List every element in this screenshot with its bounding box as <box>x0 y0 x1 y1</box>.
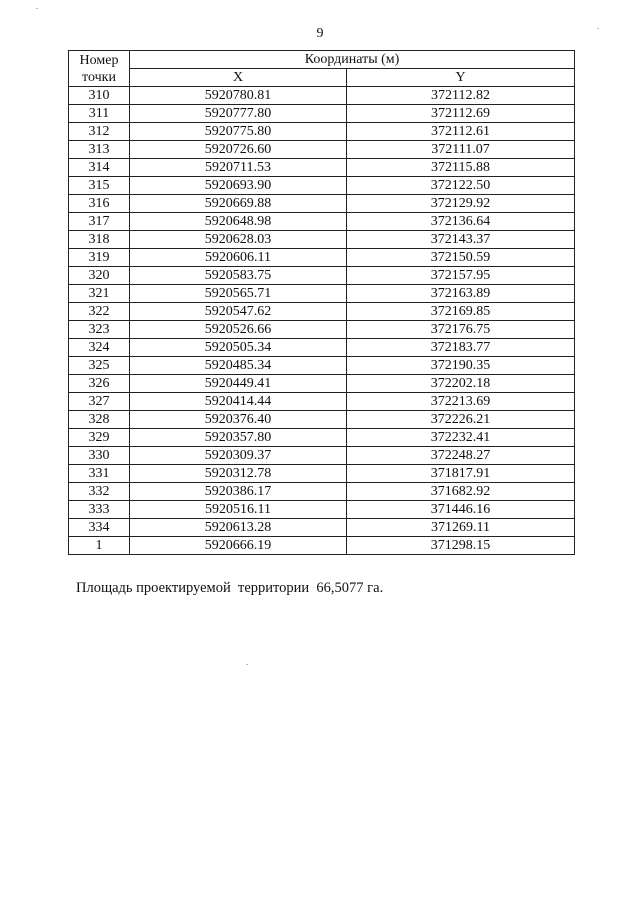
point-number-cell: 333 <box>69 501 130 519</box>
y-coordinate-cell: 372176.75 <box>347 321 575 339</box>
point-number-cell: 1 <box>69 537 130 555</box>
scan-speck <box>246 664 248 665</box>
y-coordinate-cell: 372169.85 <box>347 303 575 321</box>
x-coordinate-cell: 5920526.66 <box>130 321 347 339</box>
table-row <box>69 105 575 123</box>
table-row <box>69 537 575 555</box>
point-number-cell: 310 <box>69 87 130 105</box>
table-subheader-row <box>69 69 575 87</box>
x-coordinate-cell: 5920449.41 <box>130 375 347 393</box>
y-coordinate-cell: 372122.50 <box>347 177 575 195</box>
point-number-header <box>69 51 130 87</box>
x-coordinate-cell: 5920312.78 <box>130 465 347 483</box>
table-row <box>69 231 575 249</box>
y-coordinate-cell: 372213.69 <box>347 393 575 411</box>
point-number-cell: 318 <box>69 231 130 249</box>
x-coordinate-cell: 5920666.19 <box>130 537 347 555</box>
y-coordinate-cell: 372112.82 <box>347 87 575 105</box>
x-coordinate-cell: 5920775.80 <box>130 123 347 141</box>
table-row <box>69 141 575 159</box>
y-coordinate-cell: 372183.77 <box>347 339 575 357</box>
y-column-header: Y <box>347 69 575 87</box>
table-row <box>69 285 575 303</box>
x-coordinate-cell: 5920485.34 <box>130 357 347 375</box>
y-coordinate-cell: 372129.92 <box>347 195 575 213</box>
x-coordinate-cell: 5920357.80 <box>130 429 347 447</box>
table-row <box>69 267 575 285</box>
point-number-cell: 320 <box>69 267 130 285</box>
table-row <box>69 519 575 537</box>
point-number-cell: 314 <box>69 159 130 177</box>
y-coordinate-cell: 372111.07 <box>347 141 575 159</box>
table-row <box>69 303 575 321</box>
x-coordinate-cell: 5920414.44 <box>130 393 347 411</box>
scan-speck <box>597 28 599 29</box>
point-number-cell: 323 <box>69 321 130 339</box>
point-number-cell: 324 <box>69 339 130 357</box>
x-coordinate-cell: 5920583.75 <box>130 267 347 285</box>
table-row <box>69 249 575 267</box>
x-coordinate-cell: 5920376.40 <box>130 411 347 429</box>
x-coordinate-cell: 5920693.90 <box>130 177 347 195</box>
point-number-cell: 332 <box>69 483 130 501</box>
table-row <box>69 195 575 213</box>
point-number-cell: 327 <box>69 393 130 411</box>
y-coordinate-cell: 372190.35 <box>347 357 575 375</box>
table-header-row <box>69 51 575 69</box>
table-row <box>69 375 575 393</box>
y-coordinate-cell: 372163.89 <box>347 285 575 303</box>
table-body <box>69 87 575 555</box>
point-number-cell: 317 <box>69 213 130 231</box>
point-number-cell: 313 <box>69 141 130 159</box>
table-row <box>69 483 575 501</box>
y-coordinate-cell: 371817.91 <box>347 465 575 483</box>
point-number-cell: 328 <box>69 411 130 429</box>
table-row <box>69 465 575 483</box>
point-number-cell: 330 <box>69 447 130 465</box>
y-coordinate-cell: 371269.11 <box>347 519 575 537</box>
y-coordinate-cell: 372115.88 <box>347 159 575 177</box>
point-number-cell: 329 <box>69 429 130 447</box>
area-note: Площадь проектируемой территории 66,5077 га. <box>76 580 384 596</box>
point-number-cell: 319 <box>69 249 130 267</box>
point-number-header-line1: Номер <box>79 52 119 68</box>
point-number-cell: 331 <box>69 465 130 483</box>
table-row <box>69 177 575 195</box>
y-coordinate-cell: 372226.21 <box>347 411 575 429</box>
y-coordinate-cell: 372202.18 <box>347 375 575 393</box>
table-row <box>69 357 575 375</box>
table-row <box>69 87 575 105</box>
point-number-cell: 325 <box>69 357 130 375</box>
point-number-cell: 316 <box>69 195 130 213</box>
x-coordinate-cell: 5920711.53 <box>130 159 347 177</box>
point-number-cell: 326 <box>69 375 130 393</box>
table-row <box>69 123 575 141</box>
coordinates-table <box>68 50 575 555</box>
y-coordinate-cell: 372136.64 <box>347 213 575 231</box>
scan-speck <box>36 8 38 9</box>
point-number-cell: 334 <box>69 519 130 537</box>
point-number-cell: 311 <box>69 105 130 123</box>
y-coordinate-cell: 372248.27 <box>347 447 575 465</box>
table-row <box>69 411 575 429</box>
x-coordinate-cell: 5920505.34 <box>130 339 347 357</box>
y-coordinate-cell: 372150.59 <box>347 249 575 267</box>
y-coordinate-cell: 371298.15 <box>347 537 575 555</box>
x-coordinate-cell: 5920386.17 <box>130 483 347 501</box>
table-row <box>69 339 575 357</box>
y-coordinate-cell: 372157.95 <box>347 267 575 285</box>
point-number-cell: 315 <box>69 177 130 195</box>
table-row <box>69 159 575 177</box>
x-coordinate-cell: 5920606.11 <box>130 249 347 267</box>
point-number-header-line2: точки <box>82 69 116 85</box>
x-coordinate-cell: 5920726.60 <box>130 141 347 159</box>
point-number-cell: 312 <box>69 123 130 141</box>
x-coordinate-cell: 5920516.11 <box>130 501 347 519</box>
table-row <box>69 501 575 519</box>
x-coordinate-cell: 5920309.37 <box>130 447 347 465</box>
x-coordinate-cell: 5920613.28 <box>130 519 347 537</box>
table-row <box>69 321 575 339</box>
coordinates-group-header: Координаты (м) <box>130 51 575 69</box>
table-row <box>69 447 575 465</box>
x-coordinate-cell: 5920780.81 <box>130 87 347 105</box>
x-coordinate-cell: 5920547.62 <box>130 303 347 321</box>
y-coordinate-cell: 372232.41 <box>347 429 575 447</box>
x-coordinate-cell: 5920669.88 <box>130 195 347 213</box>
y-coordinate-cell: 372112.69 <box>347 105 575 123</box>
x-coordinate-cell: 5920565.71 <box>130 285 347 303</box>
y-coordinate-cell: 372143.37 <box>347 231 575 249</box>
y-coordinate-cell: 371682.92 <box>347 483 575 501</box>
y-coordinate-cell: 372112.61 <box>347 123 575 141</box>
table-row <box>69 429 575 447</box>
x-coordinate-cell: 5920648.98 <box>130 213 347 231</box>
x-coordinate-cell: 5920628.03 <box>130 231 347 249</box>
x-coordinate-cell: 5920777.80 <box>130 105 347 123</box>
point-number-cell: 321 <box>69 285 130 303</box>
table-row <box>69 213 575 231</box>
x-column-header: X <box>130 69 347 87</box>
page-number: 9 <box>316 26 324 41</box>
y-coordinate-cell: 371446.16 <box>347 501 575 519</box>
point-number-cell: 322 <box>69 303 130 321</box>
table-row <box>69 393 575 411</box>
